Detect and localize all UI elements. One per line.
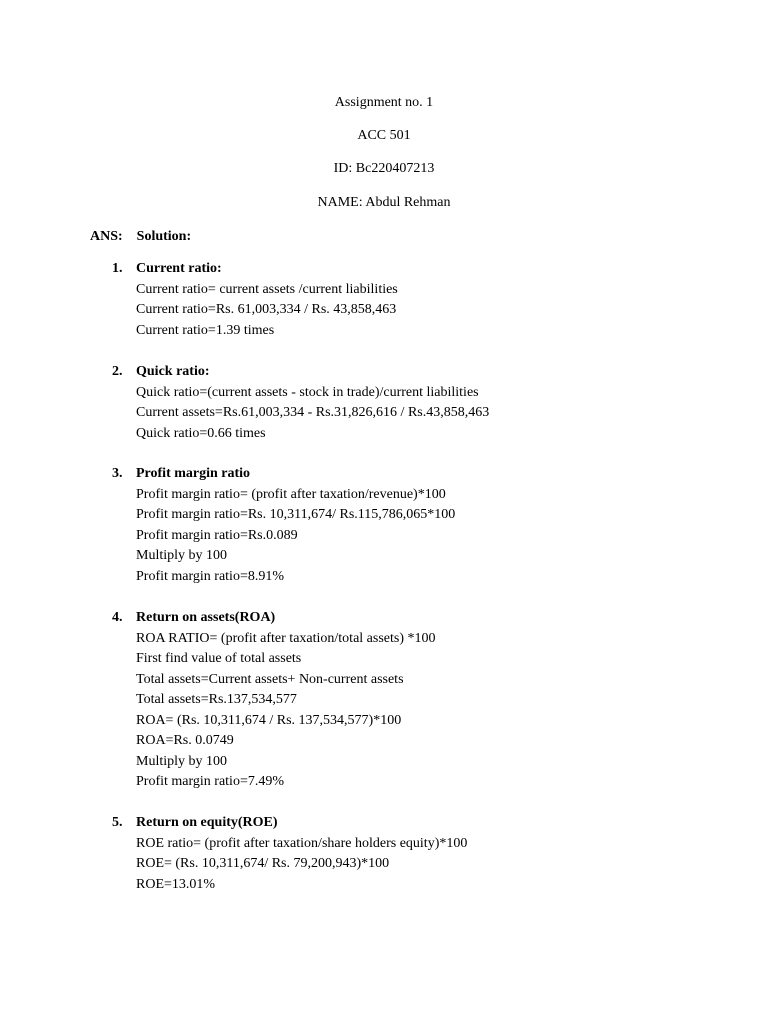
formula-line: Current assets=Rs.61,003,334 - Rs.31,826,616 / Rs.43,858,463 [136, 405, 490, 420]
formula-line: Profit margin ratio=8.91% [136, 568, 285, 584]
section-number: 4. [112, 610, 123, 625]
formula-line: ROE ratio= (profit after taxation/share holders equity)*100 [136, 835, 468, 851]
section-title [112, 362, 489, 383]
section-return-on-equity [112, 813, 467, 895]
formula-line: Profit margin ratio=7.49% [136, 774, 285, 789]
course-code: ACC 501 [357, 128, 411, 143]
formula-line: Profit margin ratio= (profit after taxation/revenue)*100 [136, 486, 446, 502]
section-number: 1. [112, 261, 123, 276]
solution-label: Solution: [136, 229, 192, 244]
formula-line: Multiply by 100 [136, 753, 228, 769]
formula-line: Current ratio= current assets /current liabilities [136, 281, 398, 297]
formula-line: Multiply by 100 [136, 548, 228, 563]
formula-line: ROE= (Rs. 10,311,674/ Rs. 79,200,943)*100 [136, 856, 390, 871]
section-title [112, 259, 398, 280]
answer-label: ANS: [90, 229, 123, 244]
formula-line: Total assets=Current assets+ Non-current assets [136, 671, 404, 687]
formula-line: Profit margin ratio=Rs.0.089 [136, 527, 298, 543]
formula-line: Quick ratio=(current assets - stock in trade)/current liabilities [136, 384, 479, 400]
formula-line: ROA RATIO= (profit after taxation/total assets) *100 [136, 630, 436, 646]
section-title-text: Current ratio: [136, 261, 222, 276]
assignment-number: Assignment no. 1 [334, 95, 434, 110]
formula-line: ROA= (Rs. 10,311,674 / Rs. 137,534,577)*100 [136, 712, 402, 728]
formula-line: Current ratio=Rs. 61,003,334 / Rs. 43,858,463 [136, 302, 397, 317]
student-name: NAME: Abdul Rehman [317, 195, 451, 210]
section-quick-ratio [112, 362, 489, 444]
formula-line: ROE=13.01% [136, 876, 216, 892]
section-return-on-assets [112, 608, 436, 793]
section-title [112, 813, 467, 834]
section-title [112, 608, 436, 629]
formula-line: Total assets=Rs.137,534,577 [136, 692, 297, 707]
section-current-ratio [112, 259, 398, 341]
section-number: 3. [112, 466, 123, 481]
section-profit-margin-ratio [112, 464, 455, 587]
answer-heading [90, 228, 191, 246]
formula-line: Quick ratio=0.66 times [136, 425, 266, 441]
student-id: ID: Bc220407213 [333, 161, 435, 176]
section-title-text: Profit margin ratio [136, 466, 251, 481]
section-title-text: Return on assets(ROA) [136, 610, 276, 625]
section-title-text: Return on equity(ROE) [136, 815, 278, 830]
formula-line: ROA=Rs. 0.0749 [136, 733, 234, 748]
formula-line: Profit margin ratio=Rs. 10,311,674/ Rs.115,786,065*100 [136, 507, 456, 522]
section-number: 5. [112, 815, 123, 830]
section-title-text: Quick ratio: [136, 364, 210, 379]
formula-line: Current ratio=1.39 times [136, 322, 275, 338]
section-number: 2. [112, 364, 123, 379]
section-title [112, 464, 455, 485]
formula-line: First find value of total assets [136, 651, 302, 666]
